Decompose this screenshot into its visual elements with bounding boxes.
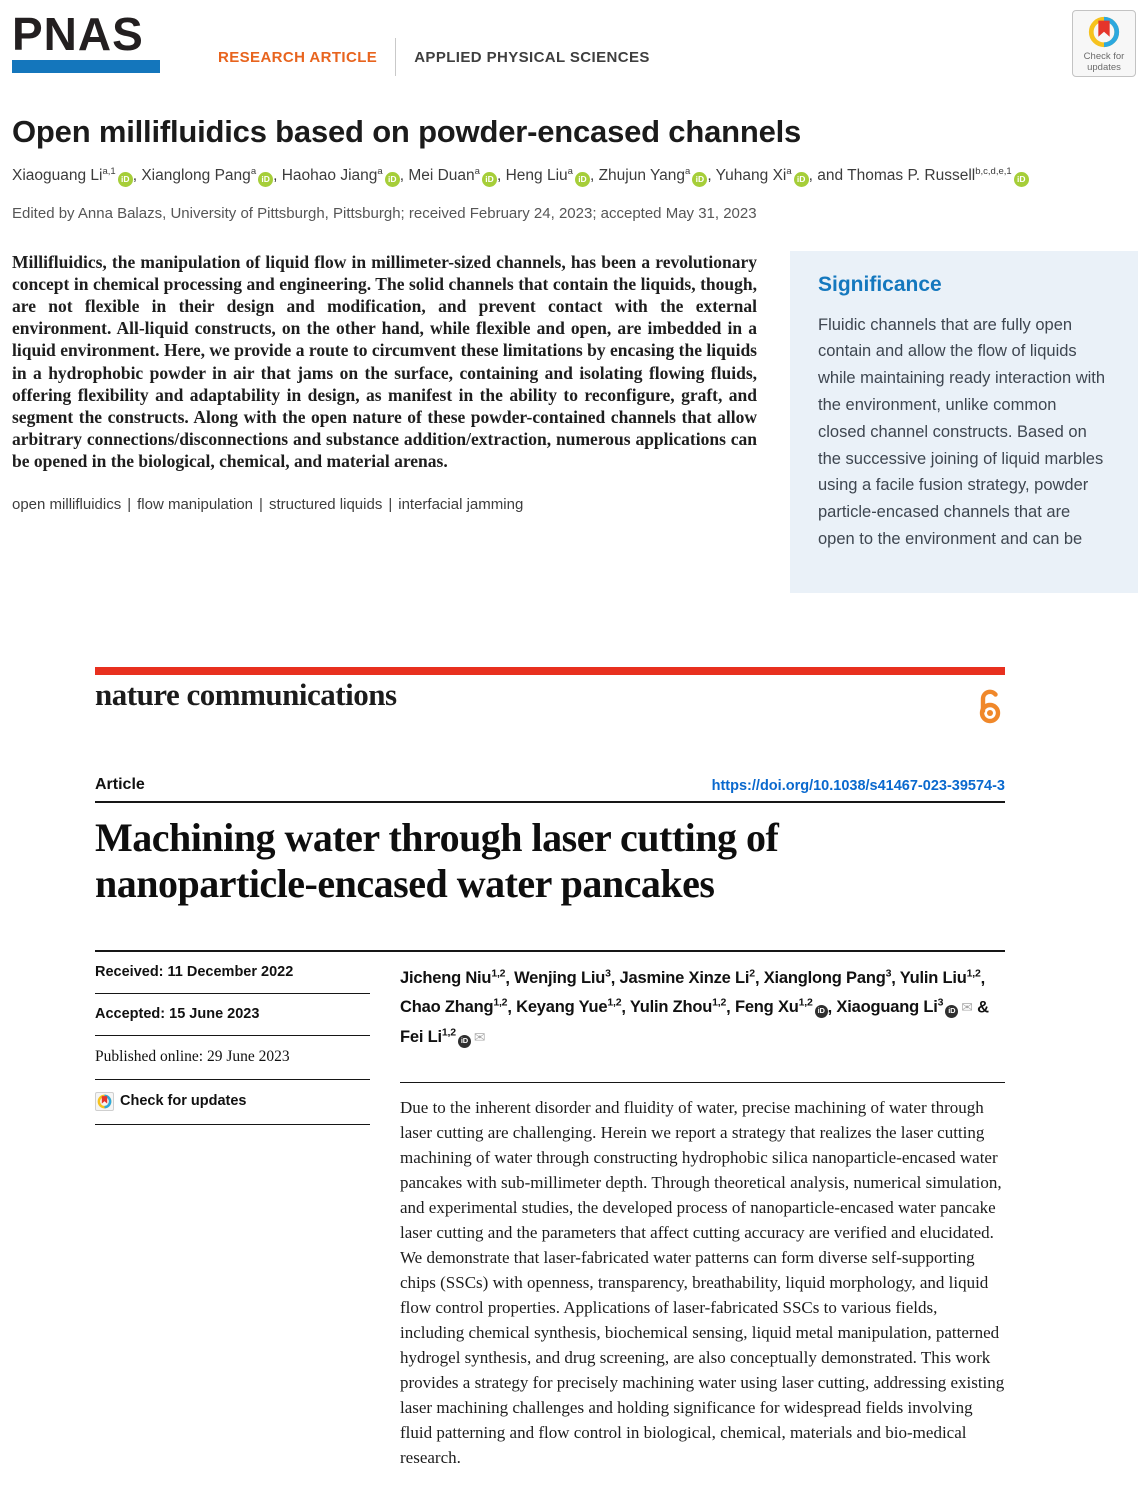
rule-under-article-row: [95, 801, 1005, 803]
check-for-updates-badge[interactable]: [1072, 10, 1136, 77]
author-affiliation-sup: a: [685, 166, 691, 177]
nature-article: [95, 667, 1005, 1470]
email-icon[interactable]: ✉: [473, 1030, 486, 1047]
author-affiliation-sup: 3: [605, 967, 611, 980]
author-affiliation-sup: b,c,d,e,1: [975, 166, 1012, 177]
check-badge-text: Check for updates: [1083, 51, 1125, 73]
author-affiliation-sup: 1,2: [607, 996, 622, 1009]
nature-red-bar: [95, 667, 1005, 675]
author: Chao Zhang$^{1,2}$: [400, 996, 508, 1017]
author-affiliation-sup: a: [377, 166, 383, 177]
nature-article-title: Machining water through laser cutting of nanoparticle-encased water pancakes: [95, 814, 779, 906]
open-access-icon: [975, 682, 1005, 730]
keyword-separator: |: [127, 495, 132, 513]
kicker-divider: [395, 38, 396, 76]
author-affiliation-sup: 1,2: [712, 996, 727, 1009]
author-affiliation-sup: a: [250, 166, 257, 177]
author: Haohao Jiang$^a$iD: [282, 167, 400, 184]
accepted-date: Accepted: 15 June 2023: [95, 994, 370, 1036]
orcid-icon[interactable]: iD: [118, 172, 133, 187]
nature-masthead: [95, 677, 1005, 730]
crossmark-icon: [1087, 15, 1121, 49]
author-affiliation-sup: 1,2: [441, 1026, 456, 1039]
orcid-icon[interactable]: iD: [258, 172, 273, 187]
nature-info-grid: [95, 952, 1005, 1470]
author: Xianglong Pang$^a$iD: [141, 167, 273, 184]
nature-author-list: Jicheng Niu$^{1,2}$, Wenjing Liu$^3$, Jasmine Xinze Li$^2$, Xianglong Pang$^3$, Yulin Liu$^{1,2}$, Chao Zhang$^{1,2}$, Keyang Yue$^{1,2}$, Yulin Zhou$^{1,2}$, Feng Xu$^{1,2}$iD , Xiaoguang Li$^3$iD ✉ & Fei Li$^{1,2}$iD ✉: [400, 967, 989, 1047]
keyword: interfacial jamming: [398, 495, 524, 513]
pnas-keywords: [12, 496, 757, 513]
nature-abstract: Due to the inherent disorder and fluidity of water, precise machining of water through laser cutting are challenging. Herein we report a strategy that realizes the laser cutting machining of water through constructing hydrophobic silica nanoparticle-encased water pancakes with sub-millimeter depth. Through theoretical analysis, numerical simulation, and experimental studies, the developed process of nanoparticle-encased water pancake laser cutting and the parameters that affect cutting accuracy are verified and elucidated. We demonstrate that laser-fabricated water patterns can form diverse self-supporting chips (SSCs) with openness, transparency, breathability, liquid morphology, and liquid flow control properties. Applications of laser-fabricated SSCs to various fields, including chemical synthesis, biochemical sensing, liquid metal manipulation, patterned hydrogel synthesis, and drug screening, are also conceptually demonstrated. This work provides a strategy for precisely machining water using laser cutting, addressing existing laser machining challenges and holding significance for widespread fields involving fluid patterning and flow control in biological, chemical, materials and bio-medical research.: [400, 1097, 1005, 1467]
rule-above-abstract: [400, 1082, 1005, 1083]
author-affiliation-sup: a: [474, 166, 480, 177]
author-affiliation-sup: 1,2: [491, 967, 506, 980]
author-affiliation-sup: a: [786, 166, 792, 177]
published-date: Published online: 29 June 2023: [95, 1036, 370, 1080]
nature-check-for-updates[interactable]: [95, 1080, 370, 1125]
pnas-left-column: [12, 251, 757, 593]
author: Heng Liu$^a$iD: [506, 167, 590, 184]
pnas-author-list: Xiaoguang Li$^{a,1}$iD , Xianglong Pang$^a$iD , Haohao Jiang$^a$iD , Mei Duan$^a$iD , Heng Liu$^a$iD , Zhujun Yang$^a$iD , Yuhang Xi$^a$iD , and Thomas P. Russell$^{b,c,d,e,1}$iD: [12, 166, 1138, 187]
author-affiliation-sup: 1,2: [966, 967, 981, 980]
author: Mei Duan$^a$iD: [408, 167, 497, 184]
nature-communications-logo: nature communications: [95, 676, 397, 712]
orcid-icon[interactable]: iD: [458, 1035, 471, 1048]
section-label: APPLIED PHYSICAL SCIENCES: [414, 48, 650, 66]
keyword: flow manipulation: [137, 495, 254, 513]
author: Fei Li$^{1,2}$iD ✉: [400, 1026, 486, 1047]
author: Jicheng Niu$^{1,2}$: [400, 967, 506, 988]
pnas-abstract: Millifluidics, the manipulation of liquid flow in millimeter-sized channels, has been a revolutionary concept in chemical processing and engineering. The solid channels that contain the liquids, though, are not flexible in their design and modification, and prevent contact with the external environment. All-liquid constructs, on the other hand, while flexible and open, are imbedded in a liquid environment. Here, we provide a route to circumvent these limitations by encasing the liquids in a hydrophobic powder in air that jams on the surface, containing and isolating flowing fluids, offering flexibility and adaptability in design, as manifest in the ability to reconfigure, graft, and segment the constructs. Along with the open nature of these powder-contained channels that allow arbitrary connections/disconnections and substance addition/extraction, numerous applications can be opened in the biological, chemical, and material arenas.: [12, 251, 757, 472]
significance-box: [790, 251, 1138, 593]
author-affiliation-sup: 1,2: [798, 996, 813, 1009]
keyword: open millifluidics: [12, 495, 122, 513]
orcid-icon[interactable]: iD: [385, 172, 400, 187]
author: Wenjing Liu$^3$: [514, 967, 611, 988]
orcid-icon[interactable]: iD: [575, 172, 590, 187]
pnas-kicker-row: [218, 38, 650, 76]
author: and Thomas P. Russell$^{b,c,d,e,1}$iD: [817, 167, 1028, 184]
orcid-icon[interactable]: iD: [815, 1005, 828, 1018]
author-affiliation-sup: 2: [749, 967, 755, 980]
author-affiliation-sup: a,1: [102, 166, 116, 177]
orcid-icon[interactable]: iD: [945, 1005, 958, 1018]
nature-main-column: [400, 952, 1005, 1470]
email-icon[interactable]: ✉: [961, 1000, 973, 1017]
pnas-logo-text: PNAS: [12, 8, 144, 60]
doi-link[interactable]: https://doi.org/10.1038/s41467-023-39574-3: [711, 777, 1005, 794]
pnas-logo: [12, 10, 160, 73]
pnas-logo-bar: [12, 60, 160, 73]
pnas-header: [12, 10, 1138, 98]
author: Yuhang Xi$^a$iD: [716, 167, 809, 184]
keyword-separator: |: [388, 495, 393, 513]
check-updates-label: Check for updates: [120, 1093, 247, 1110]
author: Feng Xu$^{1,2}$iD: [735, 998, 828, 1016]
significance-text: Fluidic channels that are fully open contain and allow the flow of liquids while maintaining ready interaction with the environment, unlike common closed channel constructs. Based on the successive joining of liquid marbles using a facile fusion strategy, powder particle-encased channels that are open to the environment and can be: [818, 315, 1106, 549]
received-date: Received: 11 December 2022: [95, 952, 370, 994]
pnas-article: [0, 0, 1138, 593]
author-affiliation-sup: 3: [885, 967, 892, 980]
author-affiliation-sup: 1,2: [493, 996, 508, 1009]
pnas-body-columns: [12, 251, 1138, 593]
significance-heading: Significance: [818, 272, 942, 296]
keyword: structured liquids: [268, 495, 383, 513]
author: Jasmine Xinze Li$^2$: [619, 967, 755, 988]
orcid-icon[interactable]: iD: [1014, 172, 1029, 187]
nature-article-row: [95, 776, 1005, 794]
author: Zhujun Yang$^a$iD: [599, 167, 708, 184]
nature-dates-column: [95, 952, 370, 1470]
author: Keyang Yue$^{1,2}$: [516, 996, 622, 1017]
pnas-article-title: Open millifluidics based on powder-encased channels: [12, 114, 802, 149]
research-article-label: RESEARCH ARTICLE: [218, 48, 378, 66]
author-affiliation-sup: a: [567, 166, 573, 177]
author: Yulin Zhou$^{1,2}$: [629, 996, 727, 1017]
author-affiliation-sup: 3: [937, 996, 944, 1009]
author: Yulin Liu$^{1,2}$: [899, 967, 981, 988]
article-type-label: Article: [95, 775, 145, 793]
orcid-icon[interactable]: iD: [794, 172, 809, 187]
orcid-icon[interactable]: iD: [482, 172, 497, 187]
keyword-separator: |: [259, 495, 263, 513]
crossmark-icon-small: [95, 1092, 114, 1111]
pnas-edited-by: Edited by Anna Balazs, University of Pittsburgh, Pittsburgh; received February 24, 2023; accepted May 31, 2023: [12, 204, 757, 222]
author: Xianglong Pang$^3$: [763, 967, 892, 988]
author: Xiaoguang Li$^3$iD ✉: [836, 996, 973, 1017]
author: Xiaoguang Li$^{a,1}$iD: [12, 167, 133, 184]
orcid-icon[interactable]: iD: [692, 172, 707, 187]
